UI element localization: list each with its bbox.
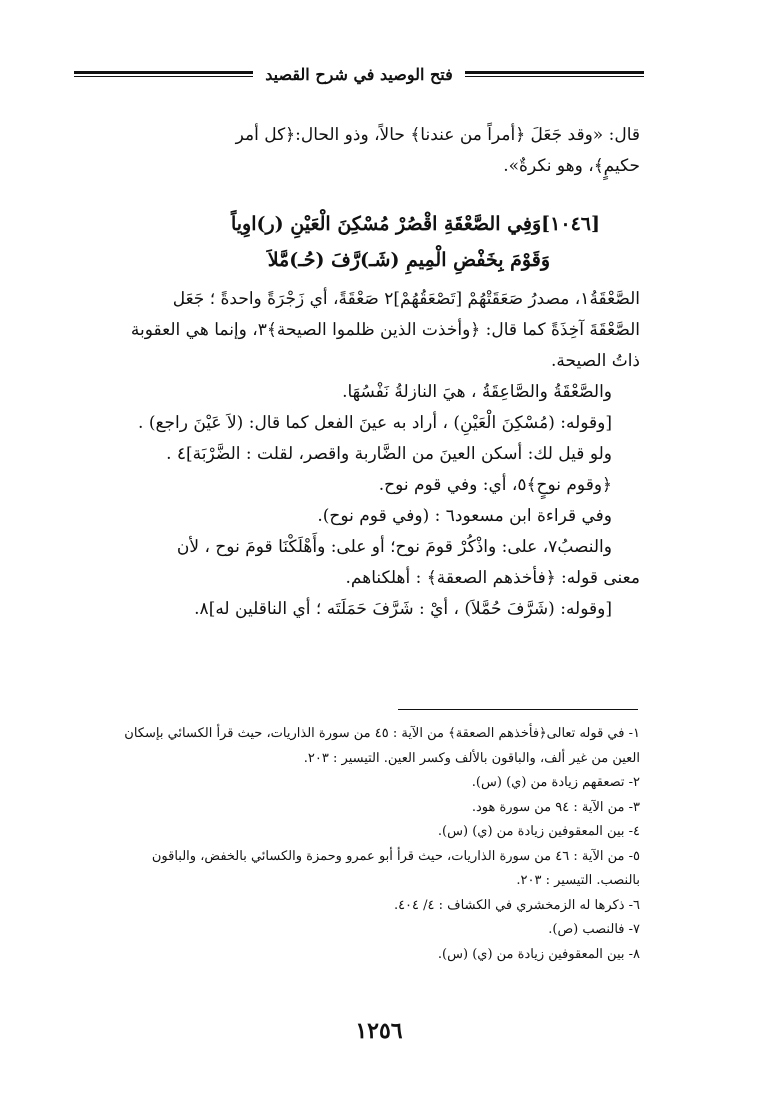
verse-line: وَقَوْمَ بِخَفْضِ الْمِيمِ (شَـ)رَّفَ (حُـ)مَّلاَ xyxy=(267,249,550,271)
paragraph-line: ﴿وقوم نوحٍ﴾٥، أي: وفي قوم نوح. xyxy=(378,475,612,495)
paragraph-line: والنصبُ٧، على: واذْكُرْ قومَ نوح؛ أو على: وأَهْلَكْنَا قومَ نوح ، لأن xyxy=(176,537,612,557)
verse-line: [١٠٤٦]وَفِي الصَّعْقَةِ اقْصُرْ مُسْكِنَ الْعَيْنِ (ر)اوِياً xyxy=(230,213,600,235)
footnote-line: ٤- بين المعقوفين زيادة من (ي) (س). xyxy=(437,824,640,839)
footnote-line: ٥- من الآية : ٤٦ من سورة الذاريات، حيث قرأ أبو عمرو وحمزة والكسائي بالخفض، والباقون xyxy=(151,848,640,864)
header-title: فتح الوصيد في شرح القصيد xyxy=(265,64,453,84)
paragraph-line: [وقوله: (مُسْكِنَ الْعَيْنِ) ، أراد به عينَ الفعل كما قال: (لاَ عَيْنَ راجع) . xyxy=(138,413,612,433)
header-rule-left xyxy=(74,71,253,77)
page-number: ١٢٥٦ xyxy=(355,1018,403,1044)
intro-line: قال: «وقد جَعَلَ ﴿أمراً من عندنا﴾ حالاً، وذو الحال:﴿كل أمر xyxy=(235,125,640,145)
paragraph-line: [وقوله: (شَرَّفَ حُمَّلاَ) ، أيْ : شَرَّفَ حَمَلَتَه ؛ أي الناقلين له]٨. xyxy=(194,599,612,619)
intro-line: حكيمٍ﴾، وهو نكرةٌ». xyxy=(503,156,640,176)
header-rule-right xyxy=(465,71,644,77)
footnote-line: ٧- فالنصب (ص). xyxy=(548,922,640,937)
paragraph-line: وفي قراءة ابن مسعود٦ : (وفي قوم نوح). xyxy=(317,506,612,526)
paragraph-line: ولو قيل لك: أسكن العينَ من الضَّاربة واقصر، لقلت : الضَّرْبَة]٤ . xyxy=(166,444,612,464)
footnotes xyxy=(60,722,640,967)
footnote-separator xyxy=(398,709,638,710)
running-header xyxy=(74,58,644,90)
paragraph-line: الصَّعْقَةُ١، مصدرُ صَعَقَتْهُمْ [تَصْعَقُهُمْ]٢ صَعْقَةً، أي زَجْرَةً واحدةً ؛ جَعَل xyxy=(172,289,640,309)
footnote-line: ٨- بين المعقوفين زيادة من (ي) (س). xyxy=(437,946,640,962)
footnote-line: ٦- ذكرها له الزمخشري في الكشاف : ٤/ ٤٠٤. xyxy=(393,897,640,913)
paragraph-line: معنى قوله: ﴿فأخذهم الصعقة﴾ : أهلكناهم. xyxy=(345,568,640,588)
footnote-line: ٣- من الآية : ٩٤ من سورة هود. xyxy=(471,799,640,815)
footnote-line: بالنصب. التيسير : ٢٠٣. xyxy=(516,873,640,888)
paragraph-line: الصَّعْقَةَ آخِذَةً كما قال: ﴿وأخذت الذين ظلموا الصيحة﴾٣، وإنما هي العقوبة xyxy=(130,320,640,340)
footnote-line: العين من غير ألف، والباقون بالألف وكسر العين. التيسير : ٢٠٣. xyxy=(303,750,640,766)
paragraph-line: ذاتُ الصيحة. xyxy=(551,351,640,371)
paragraph-line: والصَّعْقَةُ والصَّاعِقَةُ ، هيَ النازلةُ نَفْسُهَا. xyxy=(342,382,612,402)
footnote-line: ٢- تصعقهم زيادة من (ي) (س). xyxy=(471,775,640,790)
main-text xyxy=(60,120,640,625)
footnote-line: ١- في قوله تعالى﴿فأخذهم الصعقة﴾ من الآية : ٤٥ من سورة الذاريات، حيث قرأ الكسائي بإسكان xyxy=(124,726,640,741)
